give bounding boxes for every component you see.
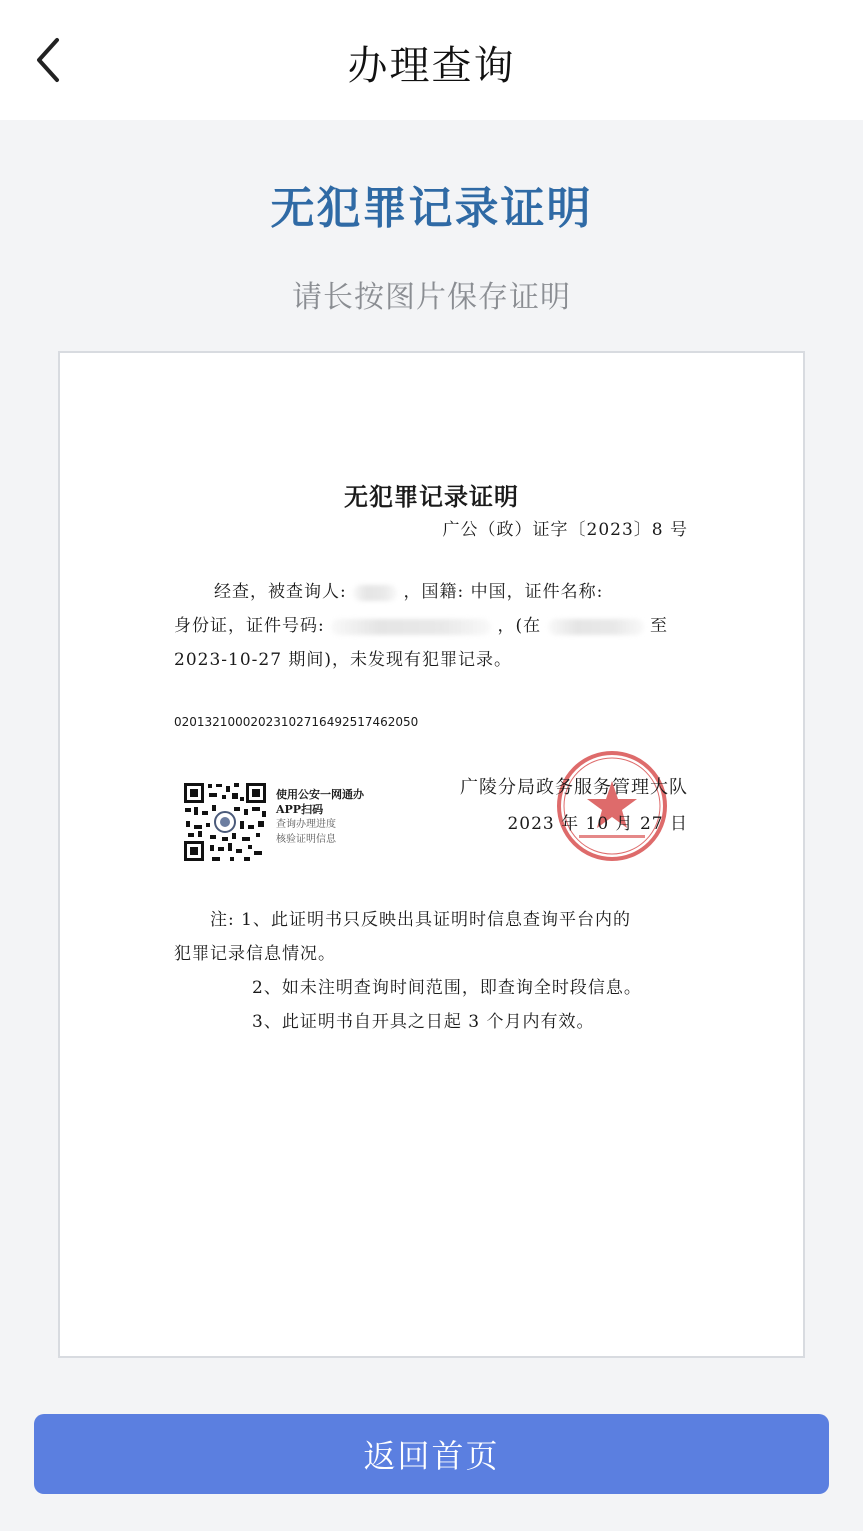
redacted-date: [548, 619, 644, 635]
body-text: ，国籍: 中国，证件名称:: [403, 582, 604, 602]
body-text: 身份证，证件号码:: [174, 616, 325, 636]
body-text: 至: [650, 616, 668, 636]
certificate-body: [174, 575, 694, 677]
note-line: 犯罪记录信息情况。: [174, 944, 336, 964]
redacted-name: [353, 585, 397, 601]
certificate-image[interactable]: [58, 351, 805, 1358]
qr-caption-line: 核验证明信息: [276, 834, 336, 845]
note-line: 2、如未注明查询时间范围，即查询全时段信息。: [252, 978, 642, 998]
body-line-1: [174, 575, 694, 609]
qr-code-icon: [182, 781, 268, 863]
serial-number: 02013210002023102716492517462050: [174, 715, 419, 729]
save-hint: 请长按图片保存证明: [292, 280, 571, 315]
body-text: 经查，被查询人:: [214, 582, 347, 602]
body-text: ，(在: [497, 616, 542, 636]
redacted-id-number: [331, 619, 491, 635]
page-heading: 无犯罪记录证明: [270, 183, 593, 234]
certificate-notes: [174, 903, 704, 1039]
nav-bar: [0, 0, 863, 120]
body-line-2: [174, 609, 694, 643]
issuing-authority: 广陵分局政务服务管理大队: [460, 777, 688, 798]
qr-caption-line: APP扫码: [276, 803, 324, 816]
body-line-3: 2023-10-27 期间)，未发现有犯罪记录。: [174, 650, 513, 670]
return-home-button[interactable]: 返回首页: [34, 1414, 829, 1494]
qr-caption-line: 查询办理进度: [276, 819, 336, 830]
official-seal-icon: [555, 749, 669, 863]
note-line: 注: 1、此证明书只反映出具证明时信息查询平台内的: [210, 910, 631, 930]
qr-caption-line: 使用公安一网通办: [276, 788, 364, 801]
certificate-document: [60, 353, 803, 1356]
certificate-number: 广公（政）证字〔2023〕8 号: [442, 520, 688, 540]
certificate-title: 无犯罪记录证明: [344, 482, 519, 511]
issue-date: 2023 年 10 月 27 日: [507, 814, 688, 834]
nav-title: 办理查询: [347, 43, 516, 89]
note-line: 3、此证明书自开具之日起 3 个月内有效。: [252, 1012, 595, 1032]
qr-caption: [276, 787, 364, 847]
